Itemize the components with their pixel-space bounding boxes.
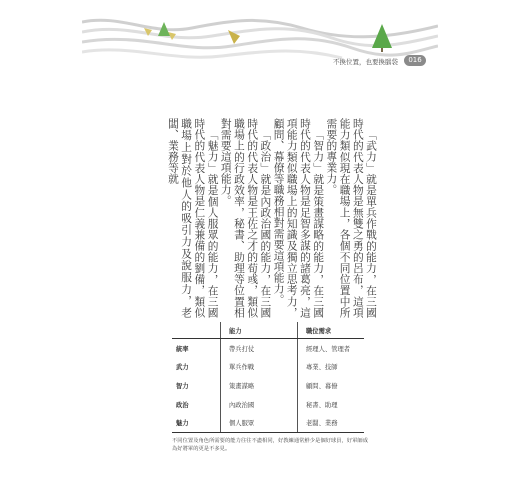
row-position: 秘書、助理 (298, 395, 365, 414)
row-position: 老闆、業務 (298, 413, 365, 432)
row-position: 顧問、幕僚 (298, 376, 365, 395)
table-header-blank (172, 322, 221, 339)
row-ability: 內政治國 (221, 395, 298, 414)
table-row (172, 395, 364, 414)
row-label: 政治 (176, 401, 189, 409)
paragraph-meili: 「魅力」就是個人服眾的能力，在三國時代的代表人物是仁義兼備的劉備，類似職場上對於他人的吸引力及說服力，老闆、業務等就 (166, 118, 220, 318)
ability-table (172, 322, 364, 433)
table-header-position: 職位需求 (298, 322, 365, 339)
vertical-body-text (150, 118, 378, 318)
table-header-ability: 能力 (221, 322, 298, 339)
row-label: 魅力 (172, 413, 221, 432)
row-label: 武力 (176, 364, 189, 372)
table-row (172, 339, 364, 358)
row-ability: 單兵作戰 (221, 358, 298, 377)
row-position: 經理人、管理者 (298, 339, 365, 358)
row-ability: 帶兵打仗 (221, 339, 298, 358)
table-row (172, 413, 364, 432)
table-row (172, 358, 364, 377)
footnote: 不同位置及角色所需要的能力往往不盡相同，好教練通常鮮少是個好球員，好軍師成為好將軍的更是不多見。 (172, 438, 368, 453)
row-label: 統率 (176, 345, 189, 353)
row-ability: 個人服眾 (221, 413, 298, 432)
table-header-row (172, 322, 364, 339)
table-row (172, 376, 364, 395)
page-header (82, 14, 438, 70)
row-label: 智力 (176, 382, 189, 390)
row-position: 專業、技師 (298, 358, 365, 377)
paragraph-wuli: 「武力」就是單兵作戰的能力，在三國時代的代表人物是無雙之勇的呂布，這項能力類似現在職場上，各個不同位置中所需要的專業力。 (325, 118, 378, 318)
paragraph-zhengzhi: 「政治」就是內政治國的能力，在三國時代的代表人物是王佐之才的荀彧，類似職場上的行政效率，秘書、助理等位置相對需要這項能力。 (219, 118, 273, 318)
row-ability: 策畫謀略 (221, 376, 298, 395)
header-title: 不換位置，也要換腦袋 (333, 58, 398, 66)
paragraph-zhili: 「智力」就是策畫謀略的能力，在三國時代的代表人物是足智多謀的諸葛亮，這項能力類似職場上的知識及獨立思考力，顧問、幕僚等職務相對需要這項能力。 (272, 118, 326, 318)
page-number-badge: 016 (404, 55, 426, 66)
